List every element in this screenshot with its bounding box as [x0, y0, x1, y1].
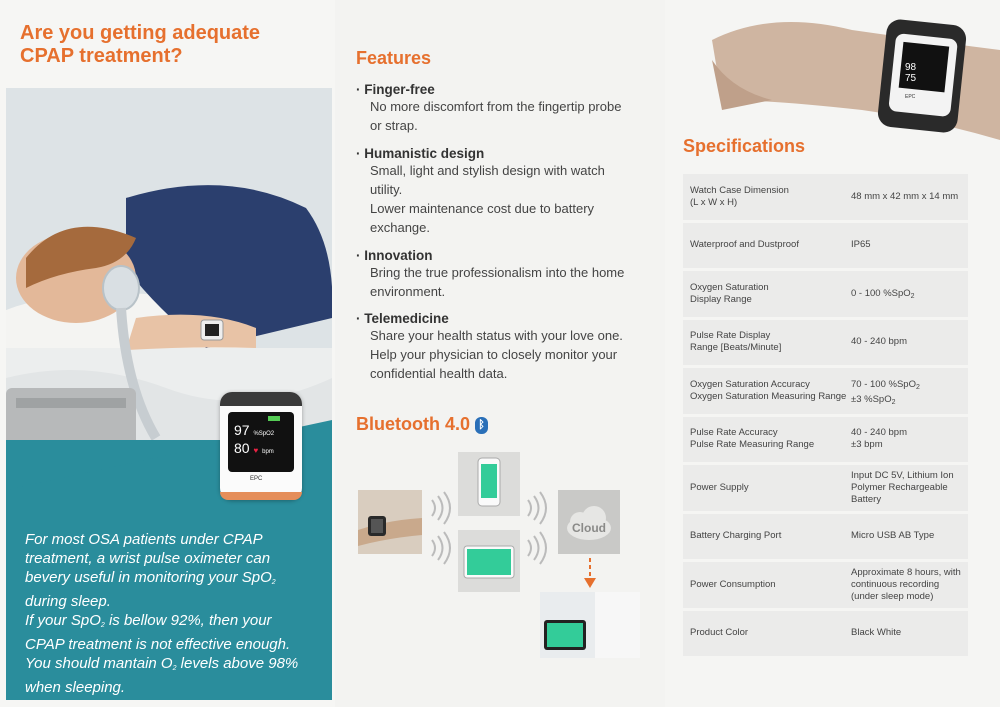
doctor-tile — [540, 592, 640, 658]
battery-icon — [268, 416, 280, 421]
spec-value: Black White — [851, 627, 902, 639]
headline — [20, 22, 320, 68]
feature-name: · Telemedicine — [356, 311, 656, 326]
cloud-tile — [558, 490, 620, 554]
spec-value: 0 - 100 %SpO$_2$ — [851, 287, 915, 300]
quote-line: treatment, a wrist pulse oximeter can — [25, 550, 271, 567]
spec-value: 40 - 240 bpm — [851, 336, 907, 348]
spec-value: 48 mm x 42 mm x 14 mm — [851, 190, 959, 202]
spec-row — [683, 368, 968, 414]
wireless-signal-waves — [420, 470, 560, 570]
wrist-watch-tile — [358, 490, 422, 554]
feature-description: confidential health data. — [370, 366, 508, 381]
spec-label: Power Supply — [690, 481, 749, 493]
spec-value: 40 - 240 bpm ±3 bpm — [851, 427, 907, 451]
feature-description: exchange. — [370, 220, 430, 235]
spec-row — [683, 417, 968, 463]
subscript: 2 — [271, 579, 276, 586]
spec-label: Power Consumption — [690, 578, 776, 590]
wrist-watch-brand: EPC — [905, 94, 916, 100]
feature-name: · Humanistic design — [356, 146, 656, 161]
feature-description: utility. — [370, 182, 403, 197]
watch-spo2-value: 97 — [234, 422, 250, 438]
spec-row — [683, 465, 968, 511]
spec-label: Pulse Rate Display Range [Beats/Minute] — [690, 330, 782, 354]
quote-line-text: is bellow 92%, then your — [104, 612, 272, 629]
quote-line: For most OSA patients under CPAP — [25, 531, 263, 548]
wrist-watch-readout — [905, 62, 916, 84]
quote-line — [25, 568, 325, 592]
spec-label: Waterproof and Dustproof — [690, 239, 799, 251]
feature-description: Lower maintenance cost due to battery — [370, 201, 595, 216]
feature-description: Small, light and stylish design with watch — [370, 163, 605, 178]
wrist-watch-photo — [712, 0, 1000, 140]
quote-line: during sleep. — [25, 593, 111, 610]
wrist-watch-spo2: 98 — [905, 62, 917, 73]
subscript: 2 — [172, 665, 177, 672]
watch-brand-label: EPC — [250, 476, 263, 482]
down-arrow-icon — [582, 556, 598, 592]
feature-name: · Finger-free — [356, 82, 656, 97]
specifications-title: Specifications — [683, 136, 806, 156]
spec-label: Watch Case Dimension (L x W x H) — [690, 184, 789, 208]
spec-label: Battery Charging Port — [690, 530, 782, 542]
doctor-illustration — [540, 592, 640, 658]
feature-description: Help your physician to closely monitor your — [370, 347, 618, 362]
wrist-watch-pulse: 75 — [905, 73, 917, 84]
spec-label: Oxygen Saturation Display Range — [690, 281, 769, 305]
quote-line — [25, 611, 325, 635]
feature-description: environment. — [370, 284, 446, 299]
feature-description: Bring the true professionalism into the home — [370, 265, 625, 280]
feature-description: No more discomfort from the fingertip probe — [370, 99, 622, 114]
bluetooth-title — [356, 414, 488, 435]
quote-line-text: levels above 98% — [176, 655, 299, 672]
bluetooth-title-text: Bluetooth 4.0 — [356, 414, 471, 434]
feature-description: Share your health status with your love one. — [370, 328, 623, 343]
quote-text — [25, 530, 325, 697]
feature-item — [356, 311, 656, 383]
features-title: Features — [356, 48, 432, 68]
spec-value: IP65 — [851, 239, 871, 251]
spec-label: Product Color — [690, 627, 749, 639]
feature-name: · Innovation — [356, 248, 656, 263]
spec-label: Pulse Rate Accuracy Pulse Rate Measuring Range — [690, 427, 815, 451]
quote-line: when sleeping. — [25, 679, 126, 696]
wrist-watch-illustration — [358, 490, 422, 554]
spec-row — [683, 611, 968, 657]
spec-row — [683, 174, 968, 220]
quote-line — [25, 654, 325, 678]
watch-pulse-value: 80 — [234, 440, 250, 456]
left-panel — [0, 0, 335, 707]
cloud-label: Cloud — [572, 521, 606, 535]
heart-icon: ♥ — [253, 446, 259, 455]
quote-line-text: bevery useful in monitoring your SpO — [25, 569, 272, 586]
watch-pulse-unit: bpm — [262, 449, 274, 455]
headline-line-2: CPAP treatment? — [20, 45, 183, 67]
spec-row — [683, 562, 968, 608]
feature-item — [356, 82, 656, 135]
spec-value: Approximate 8 hours, with continuous recording (under sleep mode) — [851, 566, 961, 602]
spec-row — [683, 271, 968, 317]
feature-item — [356, 146, 656, 237]
bluetooth-icon: ᛒ — [475, 417, 488, 434]
subscript: 2 — [100, 622, 105, 629]
quote-line-text: You should mantain O — [25, 655, 173, 672]
feature-description: or strap. — [370, 118, 418, 133]
spec-label: Oxygen Saturation Accuracy Oxygen Saturation Measuring Range — [690, 378, 847, 402]
watch-spo2-unit: %SpO2 — [253, 431, 275, 437]
spec-value: Input DC 5V, Lithium Ion Polymer Rechargeable Battery — [851, 469, 954, 505]
headline-line-1: Are you getting adequate — [20, 22, 261, 44]
feature-item — [356, 248, 656, 301]
spec-row — [683, 320, 968, 366]
spec-row — [683, 514, 968, 560]
watch-product-image — [220, 392, 302, 500]
spec-row — [683, 223, 968, 269]
quote-line-text: If your SpO — [25, 612, 101, 629]
quote-line: CPAP treatment is not effective enough. — [25, 636, 291, 653]
spec-value: 70 - 100 %SpO$_2$ ±3 %SpO$_2$ — [851, 378, 920, 406]
spec-value: Micro USB AB Type — [851, 530, 935, 542]
